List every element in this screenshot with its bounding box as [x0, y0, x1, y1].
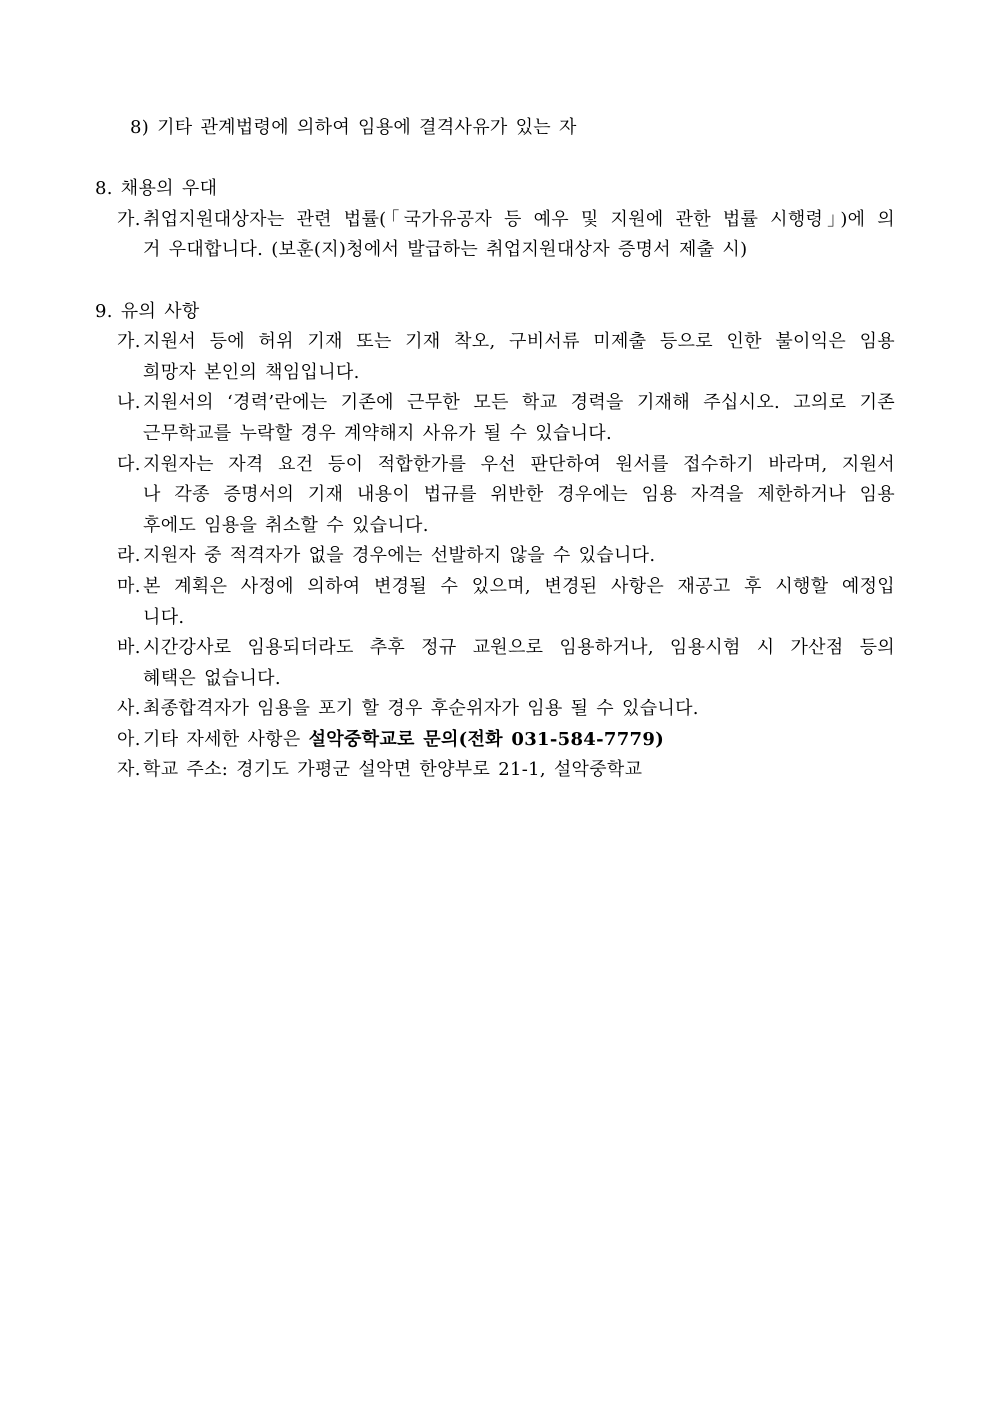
item-line: 지원서의 ‘경력’란에는 기존에 근무한 모든 학교 경력을 기재해 주십시오. 고의로 기존: [143, 392, 895, 414]
item-line: 나 각종 증명서의 기재 내용이 법규를 위반한 경우에는 임용 자격을 제한하거나 임용: [143, 484, 895, 506]
item-line: 거 우대합니다. (보훈(지)청에서 발급하는 취업지원대상자 증명서 제출 시): [143, 239, 748, 261]
list-item: [117, 205, 895, 266]
list-marker: 바.: [117, 637, 141, 659]
contact-emphasis: 설악중학교로 문의(전화 031-584-7779): [308, 728, 665, 750]
item-line: 니다.: [143, 606, 185, 628]
list-marker: 자.: [117, 759, 141, 781]
list-marker: 사.: [117, 698, 141, 720]
item-line: 취업지원대상자는 관련 법률(「국가유공자 등 예우 및 지원에 관한 법률 시행령」)에 의: [143, 208, 895, 230]
list-item: [117, 388, 895, 449]
item-line: 근무학교를 누락할 경우 계약해지 사유가 될 수 있습니다.: [143, 422, 612, 444]
list-marker: 아.: [117, 728, 141, 750]
list-marker: 다.: [117, 453, 141, 475]
item-line: 후에도 임용을 취소할 수 있습니다.: [143, 514, 429, 536]
section-preferential-hiring: [0, 174, 992, 266]
item-line: 희망자 본인의 책임입니다.: [143, 361, 360, 383]
list-item: [117, 633, 895, 694]
item-line: 시간강사로 임용되더라도 추후 정규 교원으로 임용하거나, 임용시험 시 가산점 등의: [143, 637, 895, 659]
section-heading: 8. 채용의 우대: [95, 178, 218, 200]
list-item: [117, 327, 895, 388]
item-line: [143, 725, 895, 756]
section-notes: [0, 297, 992, 787]
item-line: 혜택은 없습니다.: [143, 667, 281, 689]
list-item: [117, 541, 895, 572]
section-heading: 9. 유의 사항: [95, 300, 200, 322]
list-marker: 마.: [117, 575, 141, 597]
item-line: 최종합격자가 임용을 포기 할 경우 후순위자가 임용 될 수 있습니다.: [143, 698, 699, 720]
item-text: 기타 자세한 사항은: [143, 728, 309, 750]
item-line: 지원자는 자격 요건 등이 적합한가를 우선 판단하여 원서를 접수하기 바라며, 지원서: [143, 453, 895, 475]
list-item: [117, 725, 895, 756]
item-line: 지원서 등에 허위 기재 또는 기재 착오, 구비서류 미제출 등으로 인한 불이익은 임용: [143, 331, 895, 353]
list-item: [117, 694, 895, 725]
continued-list-item: 8) 기타 관계법령에 의하여 임용에 결격사유가 있는 자: [130, 117, 577, 138]
list-marker: 나.: [117, 392, 141, 414]
list-item: [117, 572, 895, 633]
list-marker: 가.: [117, 331, 141, 353]
list-marker: 라.: [117, 545, 141, 567]
item-line: 지원자 중 적격자가 없을 경우에는 선발하지 않을 수 있습니다.: [143, 545, 656, 567]
list-marker: 가.: [117, 208, 141, 230]
item-line: 본 계획은 사정에 의하여 변경될 수 있으며, 변경된 사항은 재공고 후 시행할 예정입: [143, 575, 895, 597]
list-item: [117, 450, 895, 542]
school-address-line: 학교 주소: 경기도 가평군 설악면 한양부로 21-1, 설악중학교: [143, 759, 643, 781]
list-item: [117, 755, 895, 786]
